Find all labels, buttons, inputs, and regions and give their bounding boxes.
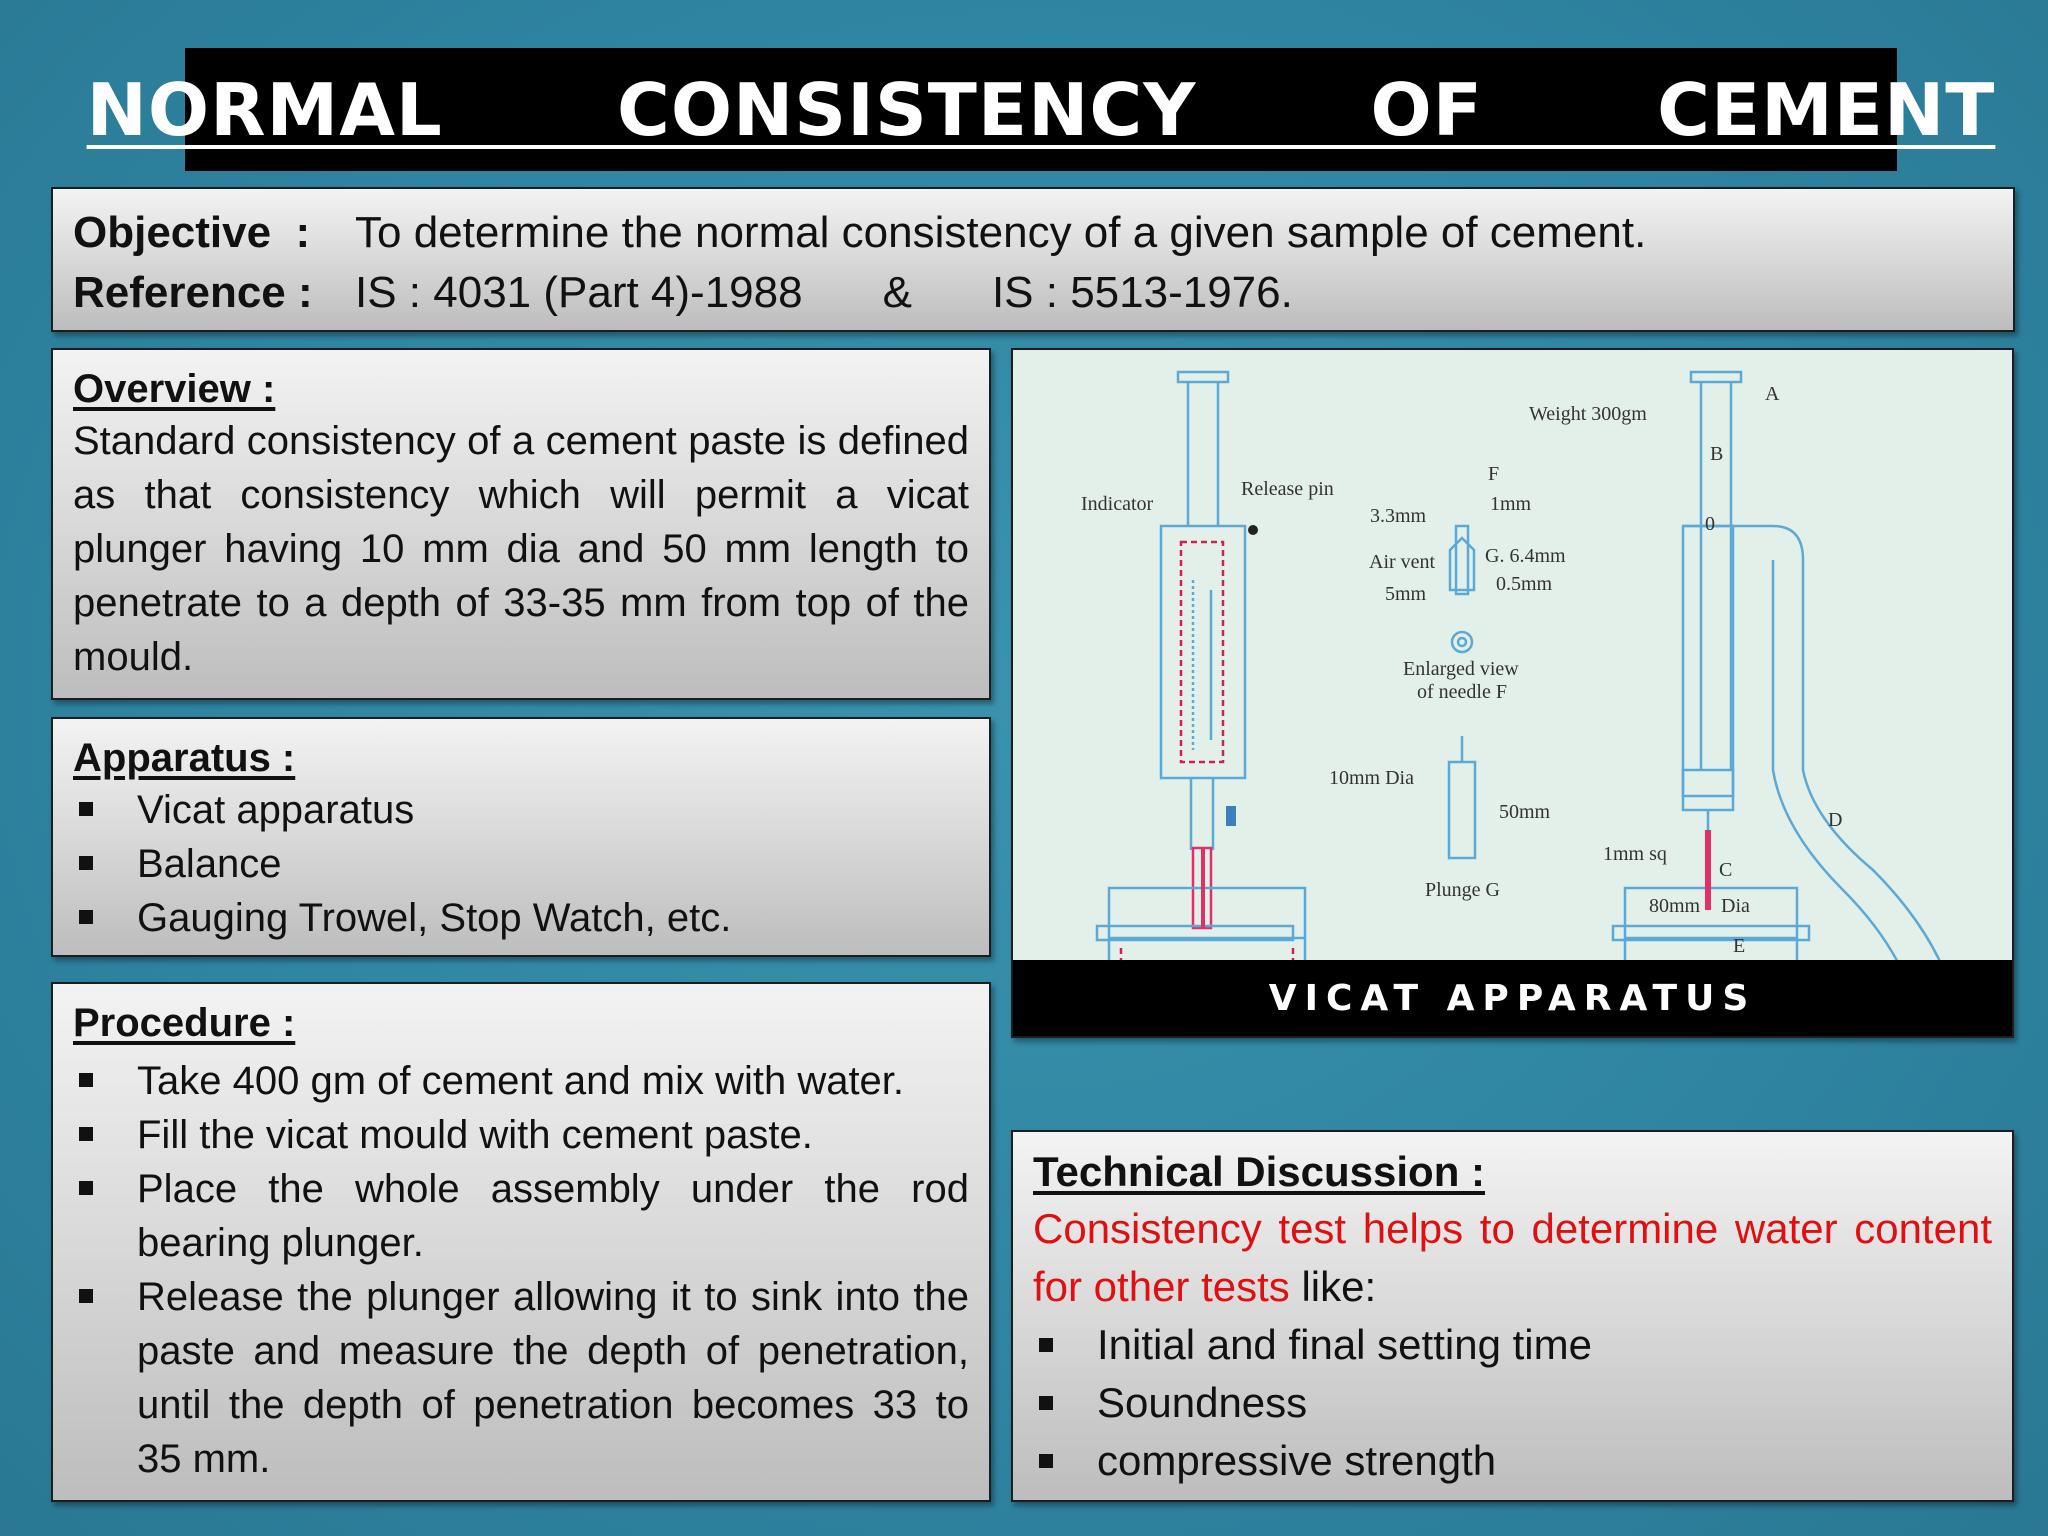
tech-intro (1033, 1200, 1992, 1316)
list-item: Initial and final setting time (1033, 1316, 1992, 1374)
figure-caption: VICAT APPARATUS (1013, 960, 2012, 1036)
apparatus-box (51, 717, 991, 957)
page-title: NORMAL CONSISTENCY OF CEMENT (86, 67, 1996, 152)
label-b: B (1710, 443, 1724, 465)
label-enlarged-view: Enlarged view (1403, 658, 1519, 680)
diagram-labels (1081, 383, 1842, 962)
label-dia: Dia (1721, 895, 1750, 917)
label-f: F (1488, 463, 1500, 485)
overview-text: Standard consistency of a cement paste is defined as that consistency which will permit a vicat plunger having 10 mm dia and 50 mm length to penetrate to a depth of 33-35 mm from top of the mould. (73, 419, 969, 679)
list-item: Place the whole assembly under the rod bearing plunger. (73, 1162, 969, 1270)
list-item: Release the plunger allowing it to sink into the paste and measure the depth of penetration, until the depth of penetration becomes 33 to 35 mm. (73, 1270, 969, 1486)
tech-heading: Technical Discussion : (1033, 1148, 1486, 1195)
label-plunge-g: Plunge G (1425, 879, 1500, 901)
procedure-heading: Procedure : (73, 1001, 296, 1045)
label-3-3mm: 3.3mm (1370, 505, 1427, 527)
list-item: Balance (73, 837, 969, 891)
title-bar (86, 48, 1996, 171)
list-item: Soundness (1033, 1374, 1992, 1432)
reference-amp: & (882, 268, 912, 317)
objective-box (51, 187, 2015, 332)
label-d: D (1828, 809, 1843, 831)
reference-2: IS : 5513-1976. (991, 268, 1293, 317)
list-item: Fill the vicat mould with cement paste. (73, 1108, 969, 1162)
tech-list (1033, 1316, 1992, 1490)
vicat-apparatus-diagram (1013, 350, 2012, 962)
label-of-needle-f: of needle F (1417, 681, 1507, 703)
label-weight: Weight 300gm (1529, 403, 1647, 425)
label-5mm: 5mm (1385, 583, 1427, 605)
label-1mm: 1mm (1490, 493, 1532, 515)
overview-heading: Overview : (73, 367, 276, 411)
objective-row (73, 203, 1993, 263)
reference-1: IS : 4031 (Part 4)-1988 (355, 268, 803, 317)
reference-label: Reference : (73, 268, 313, 317)
list-item: compressive strength (1033, 1432, 1992, 1490)
objective-text: To determine the normal consistency of a given sample of cement. (355, 208, 1647, 257)
label-0-5mm: 0.5mm (1496, 573, 1553, 595)
label-10mm-dia: 10mm Dia (1329, 767, 1414, 789)
label-1mm-sq: 1mm sq (1603, 843, 1667, 865)
apparatus-heading: Apparatus : (73, 736, 296, 780)
label-80mm: 80mm (1649, 895, 1701, 917)
vicat-apparatus-figure (1011, 348, 2014, 1038)
list-item: Take 400 gm of cement and mix with water. (73, 1054, 969, 1108)
procedure-box (51, 982, 991, 1502)
label-c: C (1719, 859, 1733, 881)
overview-box (51, 348, 991, 700)
label-a: A (1765, 383, 1780, 405)
reference-row (73, 263, 1993, 323)
procedure-list (73, 1054, 969, 1486)
tech-black-text: like: (1289, 1263, 1377, 1310)
label-50mm: 50mm (1499, 801, 1551, 823)
list-item: Gauging Trowel, Stop Watch, etc. (73, 891, 969, 945)
tech-red-text: Consistency test helps to determine water content for other tests (1033, 1205, 1992, 1310)
label-indicator: Indicator (1081, 493, 1154, 515)
label-e: E (1733, 935, 1746, 957)
label-release-pin: Release pin (1241, 478, 1334, 500)
label-zero: 0 (1705, 513, 1715, 535)
label-g-6-4mm: G. 6.4mm (1485, 545, 1566, 567)
apparatus-list (73, 783, 969, 945)
technical-discussion-box (1011, 1130, 2014, 1502)
objective-label: Objective : (73, 208, 311, 257)
label-air-vent: Air vent (1369, 551, 1436, 573)
list-item: Vicat apparatus (73, 783, 969, 837)
